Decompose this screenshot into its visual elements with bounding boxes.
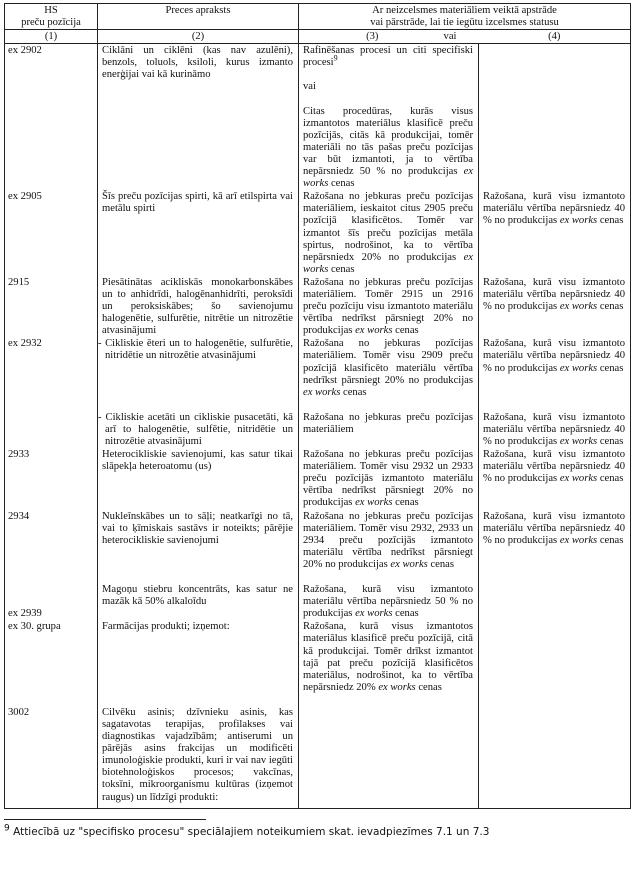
ex-works-term: ex works [559,534,598,546]
hs-code: ex 30. grupa [5,620,98,706]
processing-rule [299,44,479,190]
processing-rule [299,583,479,620]
footnote [4,823,633,839]
column-number-row [5,30,631,44]
footnote-separator [4,819,206,820]
rule-text: Citas procedūras, kurās visus izmantotos materiālus klasificē preču pozīcijās, citās kā produkcijai, tomēr materiāli no tās pašas preču pozīcijas var būt izmantoti, ja to vērtība nepārsniedz 50 % no produkcijas [303,105,473,178]
ex-works-term: ex works [378,681,416,693]
header-hs-line2: preču pozīcija [21,17,81,29]
col-number-4: (4) [479,30,631,44]
table-row [5,583,631,620]
ex-works-term: ex works [303,166,474,190]
rule-text: Ražošana no jebkuras pozīcijas materiāliem. Tomēr visu 2909 preču pozīcijā klasificēto materiālu vērtība nedrīkst pārsniegt 20% no produkcijas [303,338,473,386]
alternative-rule-empty [479,620,631,706]
hs-code: 2934 [5,510,98,583]
table-row [5,448,631,509]
rule-text: Ražošana no jebkuras preču pozīcijas materiāliem, ieskaitot citus 2905 preču pozīcijā klasificētos. Tomēr var izmantot šīs preču pozīcijas metāla spirtus, nodrošinot, ka to vērtība nepārsniedx 20% no produkcijas [303,191,473,263]
header-hs-line1: HS [44,5,58,16]
rule-text-end: cenas [430,558,454,570]
rule-text-end: cenas [599,473,624,485]
header-description: Preces apraksts [98,4,299,30]
rule-text-end: cenas [395,497,419,509]
rule-text: Ražošana, kurā visu izmantoto materiālu vērtība nepārsniedz 40 % no produkcijas [483,338,626,374]
table-row [5,44,631,190]
table-row [5,411,631,448]
processing-rule [299,510,479,583]
rule-text-end: cenas [599,436,624,447]
rule-text-end: cenas [330,178,355,190]
ex-works-term: ex works [355,497,393,509]
alternative-rule [479,190,631,276]
or-label: vai [303,81,316,93]
product-description: Nukleīnskābes un to sāļi; neatkarīgi no tā, vai to ķīmiskais sastāvs ir noteikts; pārējie heterocikliskie savienojumi [98,510,299,583]
rule-text-end: cenas [395,325,419,337]
col-number-2: (2) [98,30,299,44]
alternative-rule [479,44,631,190]
footnote-text: Attiecībā uz "specifisko procesu" speciālajiem noteikumiem skat. ievadpiezīmes 7.1 un 7.3 [13,825,490,838]
ex-works-term: ex works [559,301,598,313]
product-description: Ciklāni un ciklēni (kas nav azulēni), benzols, toluols, ksiloli, kurus izmanto enerģijai vai kā kurināmo [98,44,299,190]
table-row [5,620,631,706]
ex-works-term: ex works [559,436,598,447]
processing-rule [299,276,479,337]
rule-text: Ražošana, kurā visus izmantotos materiālus klasificē preču pozīcijā, citā kā produkcijai. Tomēr drīkst izmantot tajā pat preču pozīcijā klasificētos materiālus, nodrošinot, ka to vērtība nepārsniedz 20% [303,621,473,693]
rule-text-end: cenas [418,681,442,693]
processing-rule-empty [299,706,479,808]
rule-text-end: cenas [599,534,624,546]
rule-text: Rafinēšanas procesi un citi specifiski procesi [303,45,473,69]
footnote-ref[interactable]: 9 [333,53,338,63]
hs-code: 3002 [5,706,98,808]
header-row [5,4,631,30]
col-or-label: vai [443,31,457,43]
hs-code: ex 2905 [5,190,98,276]
header-processing [299,4,631,30]
product-description: Piesātinātas acikliskās monokarbonskābes un to anhidrīdi, halogēnanhidrīti, peroksīdi un peroksiskābes; šo savienojumu halogenētie, sulfurētie, nitrētie un nitrozētie atvasinājumi [98,276,299,337]
rule-text: Ražošana no jebkuras preču pozīcijas materiāliem. Tomēr visu 2932, 2933 un 2934 preču pozīcijās izmantoto materiālu vērtība nedrīkst pārsniegt 20% no produkcijas [303,510,473,570]
col-number-1: (1) [5,30,98,44]
rule-text: Ražošana, kurā visu izmantoto materiālu vērtība nepārsniedz 40 % no produkcijas [483,411,626,447]
ex-works-term: ex works [303,251,473,275]
ex-works-term: ex works [559,362,598,374]
rule-text: Ražošana no jebkuras preču pozīcijas materiāliem. Tomēr 2915 un 2916 preču pozīciju visu izmantoto materiālu vērtība nedrīkst pārsniegt 20% no produkcijas [303,276,473,337]
rule-text: Ražošana, kurā visu izmantoto materiālu vērtība nepārsniedz 40 % no produkcijas [483,276,626,313]
ex-works-term: ex works [559,473,598,485]
product-description: Heterocikliskie savienojumi, kas satur tikai slāpekļa heteroatomu (us) [98,448,299,509]
hs-code: 2933 [5,448,98,509]
col-number-3-cell [299,30,479,44]
product-description: Cilvēku asinis; dzīvnieku asinis, kas sagatavotas terapijas, profilakses vai diagnostikas vajadzībām; antiserumi un pārējās asins frakcijas un modificēti imunoloģiskie produkti, kuri ir vai nav iegūti biotehnoloģiskos procesos; vakcīnas, toksīni, mikroorganismu kultūras (izņemot raugus) un līdzīgi produkti: [98,706,299,808]
hs-code: ex 2902 [5,44,98,190]
rule-text-end: cenas [330,263,355,275]
ex-works-term: ex works [303,386,341,398]
footnote-number: 9 [4,823,10,834]
alternative-rule-empty [479,706,631,808]
hs-code: 2915 [5,276,98,337]
table-row [5,190,631,276]
hs-code: ex 2939 [5,583,98,620]
processing-rule: Ražošana no jebkuras preču pozīcijas materiāliem [299,411,479,448]
table-row [5,276,631,337]
ex-works-term: ex works [355,608,393,620]
table-row [5,510,631,583]
rule-text: Ražošana, kurā visu izmantoto materiālu vērtība nepārsniedz 40 % no produkcijas [483,449,626,485]
rule-text: Ražošana, kurā visu izmantoto materiālu vērtība nepārsniedz 40 % no produkcijas [483,191,626,227]
alternative-rule [479,448,631,509]
col-number-3: (3) [366,31,379,43]
rule-text: Ražošana, kurā visu izmantoto materiālu vērtība nepārsniedz 50 % no produkcijas [303,584,473,620]
rule-text-end: cenas [599,362,624,374]
product-description: Šīs preču pozīcijas spirti, kā arī etilspirta vai metālu spirti [98,190,299,276]
processing-rule [299,448,479,509]
table-row [5,337,631,410]
alternative-rule-empty [479,583,631,620]
rule-text-end: cenas [599,301,624,313]
alternative-rule [479,411,631,448]
processing-rule [299,337,479,410]
ex-works-term: ex works [559,215,598,227]
product-description: Magoņu stiebru koncentrāts, kas satur ne mazāk kā 50% alkaloīdu [98,583,299,620]
rule-text: Ražošana, kurā visu izmantoto materiālu vērtība nepārsniedz 40 % no produkcijas [483,510,626,546]
alternative-rule [479,510,631,583]
hs-code [5,411,98,448]
rule-text: Ražošana no jebkuras preču pozīcijas materiāliem. Tomēr visu 2932 un 2933 preču pozīcijās izmantoto materiālu vērtība nedrīkst pārsniegt 20% no produkcijas [303,449,473,509]
header-processing-line2: vai pārstrāde, lai tie iegūtu izcelsmes statusu [370,17,559,29]
product-description: - Cikliskie acetāti un cikliskie pusacetāti, kā arī to halogenētie, sulfētie, nitridētie un nitrozētie atvasinājumi [98,411,299,448]
processing-rule [299,620,479,706]
alternative-rule [479,337,631,410]
rule-text-end: cenas [343,386,367,398]
ex-works-term: ex works [390,558,428,570]
rule-text-end: cenas [395,608,419,620]
header-hs [5,4,98,30]
product-description: Farmācijas produkti; izņemot: [98,620,299,706]
ex-works-term: ex works [355,325,393,337]
product-description: - Cikliskie ēteri un to halogenētie, sulfurētie, nitridētie un nitrozētie atvasinājumi [98,337,299,410]
alternative-rule [479,276,631,337]
processing-rule [299,190,479,276]
rule-text-end: cenas [599,215,624,227]
rules-table [4,3,631,809]
hs-code: ex 2932 [5,337,98,410]
table-row [5,706,631,808]
header-processing-line1: Ar neizcelsmes materiāliem veiktā apstrāde [372,5,557,16]
